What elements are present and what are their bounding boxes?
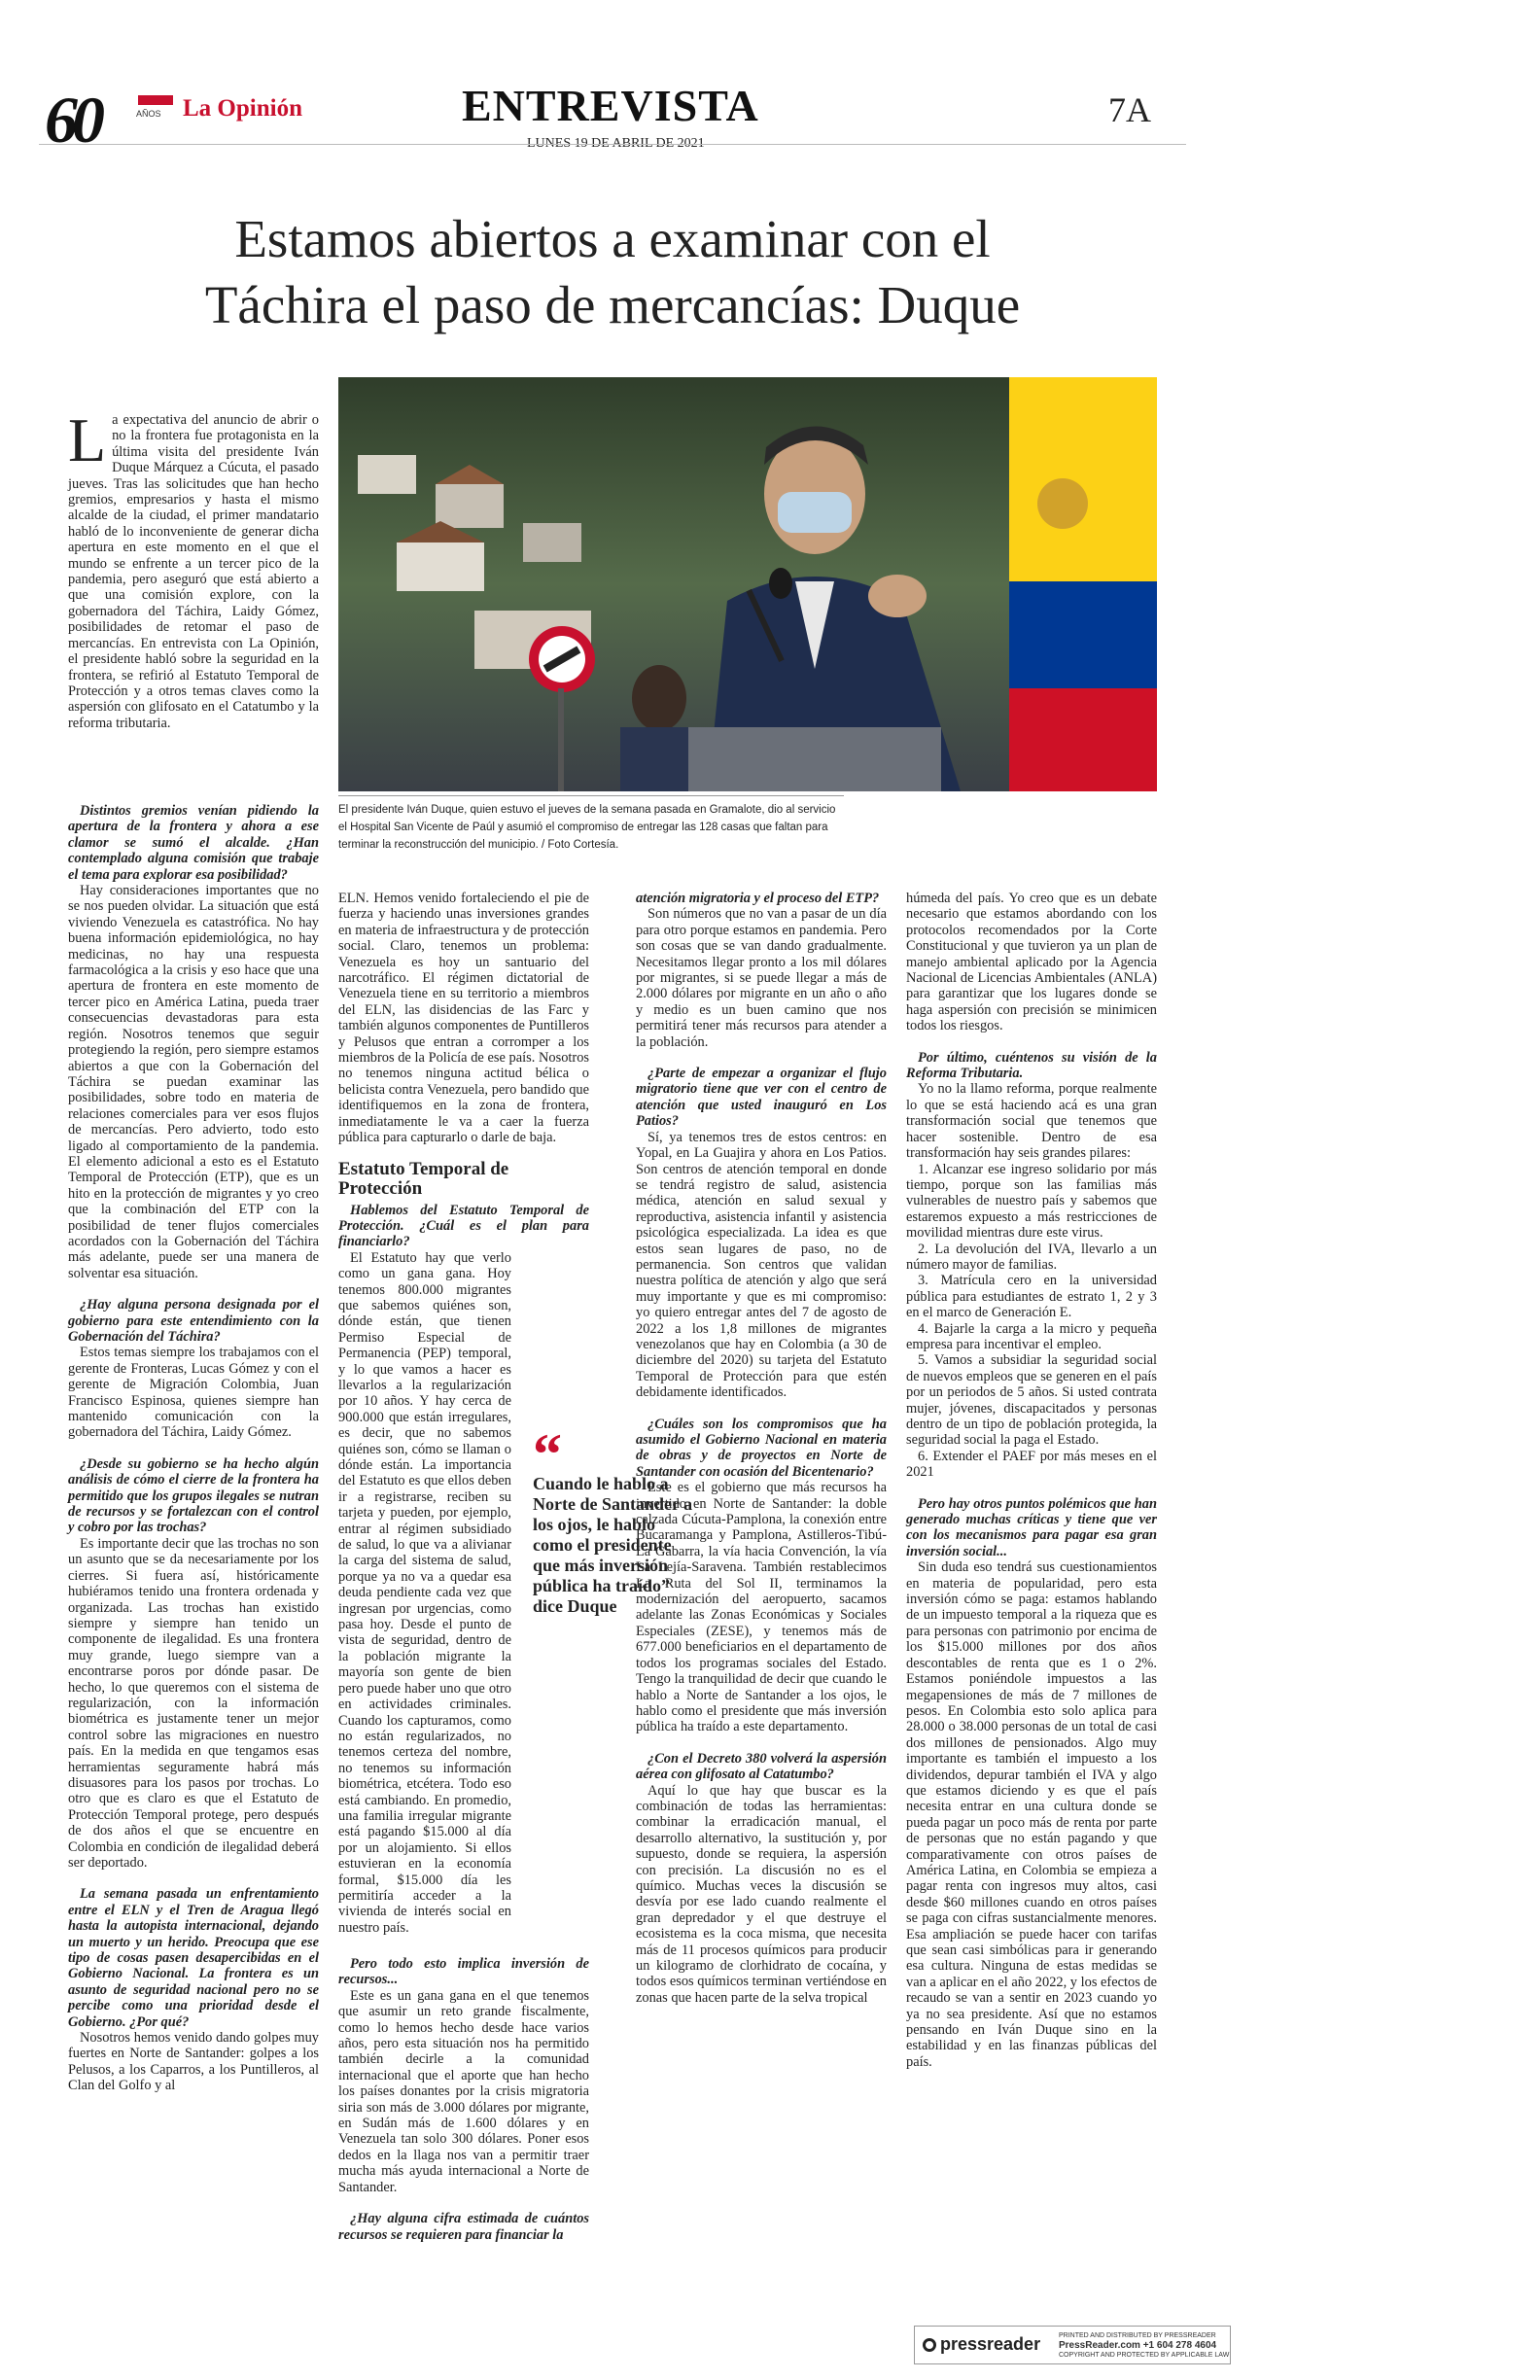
column-1 [68, 405, 319, 731]
answer-continued: ELN. Hemos venido fortaleciendo el pie de fuerza y haciendo unas inversiones grandes en materia de infraestructura y de protección social. Claro, tenemos un problema: Venezuela es hoy un santuario del narcotráfico. El régimen dictatorial de Venezuela tiene en su territorio a miembros del ELN, las disidencias de las Farc y también algunos componentes de Puntilleros y Pelusos que entran a corromper a los miembros de la Policía de ese país. Nosotros no tenemos ninguna actitud bélica o belicista contra Venezuela, pero bandido que identifiquemos en la zona de frontera, inmediatamente le va a caer la fuerza pública para capturarlo o darle de baja. [338, 891, 589, 1146]
photo-caption: El presidente Iván Duque, quien estuvo el jueves de la semana pasada en Gramalote, dio al servicio el Hospital San Vicente de Paúl y asumió el compromiso de entregar las 128 casas que faltan para terminar la reconstrucción del municipio. / Foto Cortesía. [338, 804, 836, 851]
answer: Son números que no van a pasar de un día para otro porque estamos en pandemia. Pero son cosas que se van dando gradualmente. Necesitamos llegar pronto a los mil dólares por migrantes, si se puede llegar a más de 2.000 dólares por migrante en un año o año y medio es un buen camino que nos permitirá tener más recursos para atender a la población. [636, 906, 887, 1050]
list-item: 2. La devolución del IVA, llevarlo a un número mayor de familias. [906, 1241, 1157, 1273]
question: Pero hay otros puntos polémicos que han generado muchas críticas y tiene que ver con los mecanismos para pagar esa gran inversión social... [906, 1495, 1157, 1559]
question: Distintos gremios venían pidiendo la apertura de la frontera y ahora a ese clamor se sumó el alcalde. ¿Han contemplado alguna comisión que trabaje el tema para explorar esa posibilidad? [68, 803, 319, 883]
answer: Hay consideraciones importantes que no se nos pueden olvidar. La situación que está viviendo Venezuela es catastrófica. No hay buena información epidemiológica, no hay medicinas, no hay una respuesta farmacológica a la crisis y eso hace que una apertura de frontera en este momento de tercer pico en América Latina, pueda traer consecuencias devastadoras para esta región. Nosotros tenemos que seguir protegiendo la región, pero siempre estamos abiertos a que con la Gobernación del Táchira se puedan examinar las posibilidades, sobre todo en materia de relaciones comerciales para ver esos flujos de mercancías. Pero advierto, todo esto ligado al comportamiento de la pandemia. El elemento adicional a esto es el Estatuto Temporal de Protección (ETP), que es un hito en la protección de migrantes y yo creo que la combinación del ETP con la posibilidad de tener flujos comerciales acordados con la Gobernación del Táchira más adelante, puede ser una manera de solventar esa situación. [68, 883, 319, 1281]
pressreader-badge[interactable] [914, 2326, 1231, 2364]
list-item: 1. Alcanzar ese ingreso solidario por más tiempo, porque son las familias más vulnerables de nuestro país y sabemos que estaremos expuesto a más restricciones de movilidad mientras dure este virus. [906, 1161, 1157, 1242]
question: La semana pasada un enfrentamiento entre el ELN y el Tren de Aragua llegó hasta la autopista internacional, dejando un muerto y un herido. Preocupa que ese tipo de cosas pasen desapercibidas en el Gobierno Nacional. La frontera es un asunto de seguridad nacional pero no se percibe como una prioridad desde el Gobierno. ¿Por qué? [68, 1886, 319, 2030]
answer: Sí, ya tenemos tres de estos centros: en Yopal, en La Guajira y ahora en Los Patios. Son centros de atención temporal en donde se tendrá registro de salud, asistencia médica, atención en salud sexual y reproductiva, asistencia infantil y asistencia psicológica especializada. La idea es que estos sean lugares de paso, no de permanencia. Son centros que validan nuestra política de atención y algo que será muy importante y que es mi compromiso: yo quiero entregar antes del 7 de agosto de 2022 a los 1,8 millones de migrantes venezolanos que hay en Colombia (a 30 de diciembre del 2020) su tarjeta del Estatuto Temporal de Protección para que estén debidamente identificados. [636, 1129, 887, 1401]
article-title-line1: Estamos abiertos a examinar con el [234, 209, 991, 268]
section-title: ENTREVISTA [462, 81, 759, 130]
page-number: 7A [1108, 90, 1151, 129]
answer: Este es un gana gana en el que tenemos que asumir un reto grande fiscalmente, como lo hemos hecho desde hace varios años, pero esta situación nos ha permitido también decirle a la comunidad internacional que el aporte que han hecho los países donantes por la crisis migratoria siria son más de 3.000 dólares por migrante, en Sudán más de 1.600 dólares y en Venezuela tan solo 300 dólares. Poner esos dedos en la llaga nos van a permitir traer mucha más ayuda internacional a Norte de Santander. [338, 1987, 589, 2195]
anniversary-logo-number: 60 [45, 83, 99, 157]
question: Por último, cuéntenos su visión de la Reforma Tributaria. [906, 1049, 1157, 1082]
question-continued: atención migratoria y el proceso del ETP? [636, 891, 880, 906]
reform-pillars-list [906, 1162, 1157, 1481]
drop-cap: L [68, 405, 107, 474]
article-title-line2: Táchira el paso de mercancías: Duque [204, 275, 1021, 334]
answer-continued: húmeda del país. Yo creo que es un debate necesario que estamos abordando con los protocolos recomendados por la Corte Constitucional y que tuvieron ya un plan de manejo ambiental aplicado por la Agencia Nacional de Licencias Ambientales (ANLA) para garantizar que los lugares donde se haga aspersión con precisión se minimicen todos los riesgos. [906, 891, 1157, 1034]
column-3 [636, 891, 887, 2006]
pressreader-logo[interactable]: pressreader [923, 2334, 1040, 2355]
pull-quote-text: Cuando le hablo a Norte de Santander a los ojos, le hablo como el presidente que más inversión pública ha traído” dice Duque [533, 1474, 693, 1616]
question: ¿Hay alguna cifra estimada de cuántos recursos se requieren para financiar la [338, 2211, 589, 2243]
list-item: 6. Extender el PAEF por más meses en el 2021 [906, 1448, 1157, 1481]
column-4 [906, 891, 1157, 2070]
answer: Yo no la llamo reforma, porque realmente lo que se está haciendo acá es una gran transformación social que tenemos que hacer sostenible. Dentro de esa transformación hay seis grandes pilares: [906, 1081, 1157, 1162]
answer: Nosotros hemos venido dando golpes muy fuertes en Norte de Santander: golpes a los Pelusos, a los Caparros, a los Puntilleros, al Clan del Golfo y al [68, 2030, 319, 2094]
answer: El Estatuto hay que verlo como un gana gana. Hoy tenemos 800.000 migrantes que sabemos quiénes son, dónde están, que tienen Permiso Especial de Permanencia (PEP) temporal, y lo que vamos a hacer es llevarlos a la regularización por 10 años. Y hay cerca de 900.000 que están irregulares, es decir, que no sabemos quiénes son, cómo se llaman o dónde están. La importancia del Estatuto es que ellos deben ir a registrarse, reciben su tarjeta y pueden, por ejemplo, entrar al régimen subsidiado de salud, lo que va a alivianar la carga del sistema de salud, porque ya no va a quedar esa deuda pendiente cada vez que ingresan por urgencias, como pasa hoy. Desde el punto de vista de seguridad, dentro de la población migrante la mayoría son gente de bien pero puede haber uno que otro en actividades criminales. Cuando los capturamos, como no están regularizados, no tenemos certeza del nombre, no tenemos su información biométrica, etcétera. Todo eso está cambiando. En promedio, una familia irregular migrante está pagando $15.000 al día por un alojamiento. Si ellos estuvieran en la economía formal, $15.000 día les permitiría acceder a la vivienda de interés social en nuestro país. [338, 1249, 511, 1936]
question: Hablemos del Estatuto Temporal de Protección. ¿Cuál es el plan para financiarlo? [338, 1202, 589, 1250]
question: ¿Con el Decreto 380 volverá la aspersión aérea con glifosato al Catatumbo? [636, 1750, 887, 1783]
column-2 [338, 891, 589, 1936]
list-item: 4. Bajarle la carga a la micro y pequeña empresa para incentivar el empleo. [906, 1320, 1157, 1352]
answer: Es importante decir que las trochas no son un asunto que se da necesariamente por los cierres. Si fuera así, históricamente hubiéramos tenido una frontera ordenada y organizada. Las trochas han existido siempre y siempre han tenido un componente de ilegalidad. Es una frontera muy grande, luego siempre van a encontrarse poros por dónde pasar. De hecho, lo que queremos con el sistema de regularización, con la información biométrica es justamente tener un mejor control sobre las migraciones en nuestro país. En la medida en que tengamos esas herramientas seguramente habrá más disuasores para los pasos por trochas. Lo otro que es claro es que el Estatuto de Protección Temporal protege, pero después de dos años el que se encuentre en Colombia en condición de ilegalidad deberá ser deportado. [68, 1535, 319, 1871]
question: ¿Desde su gobierno se ha hecho algún análisis de cómo el cierre de la frontera ha permitido que los grupos ilegales se nutran de recursos y se fortalezcan con el control y cobro por las trochas? [68, 1455, 319, 1536]
list-item: 5. Vamos a subsidiar la seguridad social de nuevos empleos que se generen en el país por un periodos de 5 años. Si usted contrata mujer, jóvenes, discapacitados y personas dentro de un tipo de población protegida, la seguridad social la paga el Estado. [906, 1352, 1157, 1449]
question: Pero todo esto implica inversión de recursos... [338, 1956, 589, 1988]
answer: Estos temas siempre los trabajamos con el gerente de Fronteras, Lucas Gómez y con el gerente de Migración Colombia, Juan Francisco Espinosa, quienes siempre han mantenido comunicación con la gobernadora del Táchira, Laidy Gómez. [68, 1345, 319, 1441]
header-rule [39, 144, 1186, 145]
pressreader-logo-icon [923, 2338, 936, 2352]
subheading: Estatuto Temporal de Protección [338, 1158, 509, 1199]
anniversary-logo-badge [138, 95, 173, 105]
quote-mark-icon: “ [533, 1422, 562, 1487]
answer: Sin duda eso tendrá sus cuestionamientos en materia de popularidad, pero esta inversión cómo se paga: estamos hablando de un impuesto temporal a la riqueza que es para personas con patrimonio por encima de los $15.000 millones por dos años descontables de renta que es 1 o 2%. Estamos poniéndole impuestos a las megapensiones de más de 7 millones de pesos. En Colombia esto solo aplica para 28.000 o 38.000 personas de un total de casi dos millones de pensionados. Algo muy importante es también el impuesto a los dividendos, depurar también el IVA y algo que estamos diciendo y es que el país necesita entrar en una cultura donde se pueda pagar un poco más de renta por parte de personas que no están pagando y que comparativamente con otros países de América Latina, en Colombia se empieza a pagar renta con ingresos muy altos, casi desde $60 millones cuando en otros países se paga con cifras sustancialmente menores. Esa ampliación se puede hacer con tarifas que sean casi simbólicas para ir generando esa cultura. Ninguna de estas medidas se van a aplicar en el año 2022, y los efectos de recaudo se van a sentir en 2023 cuando yo ya no sea presidente. Así que no estamos pensando en Iván Duque sino en la estabilidad y en las finanzas públicas del país. [906, 1559, 1157, 2070]
column-2-lower [338, 1956, 589, 2243]
article-photo [338, 377, 1157, 791]
question: ¿Parte de empezar a organizar el flujo migratorio tiene que ver con el centro de atención que usted inauguró en Los Patios? [636, 1066, 887, 1130]
newspaper-brand[interactable]: La Opinión [183, 95, 302, 122]
question: ¿Hay alguna persona designada por el gobierno para este entendimiento con la Gobernación del Táchira? [68, 1297, 319, 1345]
issue-date: LUNES 19 DE ABRIL DE 2021 [527, 136, 705, 151]
article-title [97, 206, 1128, 338]
anniversary-logo-years: AÑOS [136, 109, 161, 119]
answer: Aquí lo que hay que buscar es la combinación de todas las herramientas: combinar la erradicación manual, el desarrollo alternativo, la sustitución y, por supuesto, donde se requiera, la aspersión con precisión. La discusión no es el químico. Muchas veces la discusión se desvía por ese lado cuando realmente el gran depredador y el que destruye el ecosistema es la coca misma, que necesita más de 11 procesos químicos para producir un kilogramo de clorhidrato de cocaína, y todos esos químicos terminan vertiéndose en zonas que hacen parte de la selva tropical [636, 1782, 887, 2006]
president-speaking-photo [338, 377, 1157, 791]
column-1-lower [68, 803, 319, 2094]
question: ¿Cuáles son los compromisos que ha asumido el Gobierno Nacional en materia de obras y de proyectos en Norte de Santander con ocasión del Bicentenario? [636, 1416, 887, 1480]
answer: Este es el gobierno que más recursos ha invertido en Norte de Santander: la doble calzada Cúcuta-Pamplona, la conexión entre Bucaramanga y Pamplona, Astilleros-Tibú-La Gabarra, la vía hacia Convención, la vía La Lejía-Saravena. También restablecimos La Ruta del Sol II, terminamos la modernización del aeropuerto, sacamos adelante las Zonas Económicas y Sociales Especiales (ZESE), y tenemos más de 677.000 beneficiarios en el departamento de todos los programas sociales del Estado. Tengo la tranquilidad de decir que cuando le hablo a Norte de Santander a los ojos, le hablo como el presidente que más inversión pública ha traído a este departamento. [636, 1480, 887, 1735]
list-item: 3. Matrícula cero en la universidad pública para estudiantes de estrato 1, 2 y 3 en el marco de Generación E. [906, 1273, 1157, 1321]
pressreader-notice: PRINTED AND DISTRIBUTED BY PRESSREADER PressReader.com +1 604 278 4604 COPYRIGHT AND PROTECTED BY APPLICABLE LAW [1059, 2332, 1230, 2359]
lead-paragraph: La expectativa del anuncio de abrir o no la frontera fue protagonista en la última visita del presidente Iván Duque Márquez a Cúcuta, el pasado jueves. Tras las solicitudes que han hecho gremios, empresarios y hasta el mismo alcalde de la ciudad, el primer mandatario habló de lo inconveniente de generar dicha apertura en este momento en el que el mundo se enfrente a un tercer pico de la pandemia, pero aseguró que está abierto a que una comisión explore, con la gobernadora del Táchira, Laidy Gómez, posibilidades de retomar el paso de mercancías. En entrevista con La Opinión, el presidente habló sobre la seguridad en la frontera, se refirió al Estatuto Temporal de Protección y a otros temas claves como la aspersión con glifosato en el Catatumbo y la reforma tributaria. [68, 405, 319, 731]
caption-rule [338, 795, 844, 796]
